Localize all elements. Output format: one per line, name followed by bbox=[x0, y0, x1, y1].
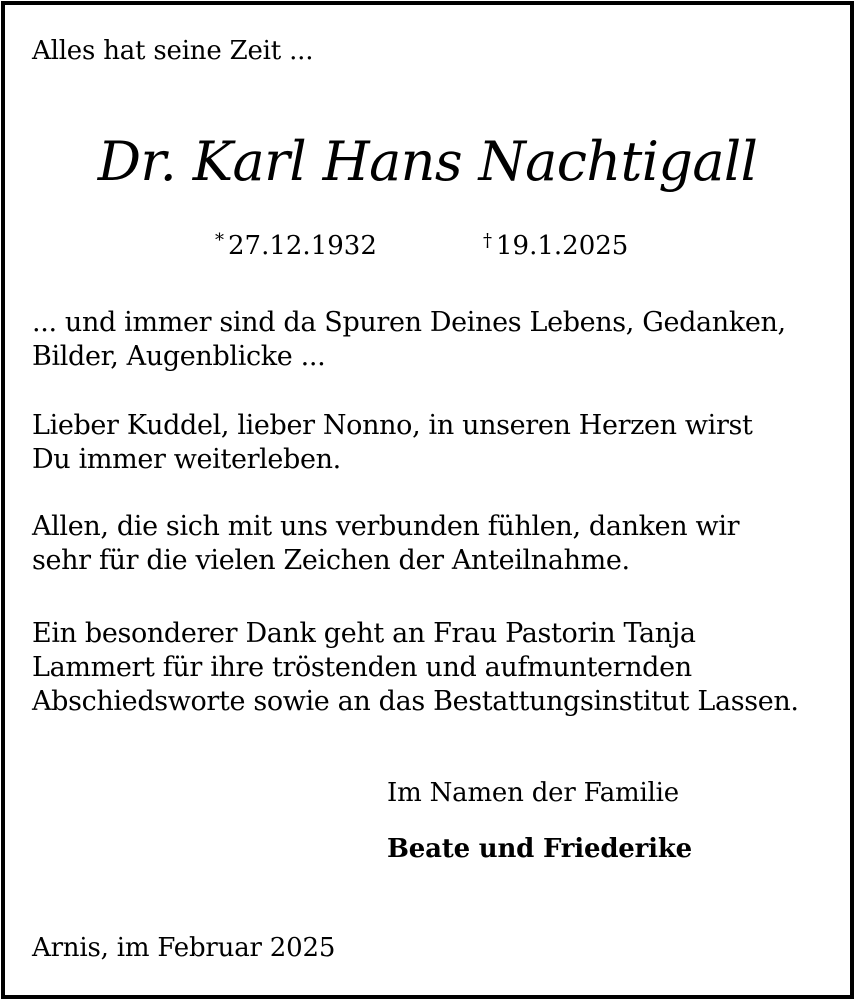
paragraph-line: ... und immer sind da Spuren Deines Lebens, Gedanken, bbox=[32, 307, 786, 338]
paragraph-traces bbox=[32, 306, 786, 374]
death-date-block bbox=[483, 223, 628, 264]
paragraph-line: Du immer weiterleben. bbox=[32, 444, 341, 475]
paragraph-line: Allen, die sich mit uns verbunden fühlen, danken wir bbox=[32, 511, 740, 542]
death-date: 19.1.2025 bbox=[496, 231, 629, 261]
paragraph-line: Lieber Kuddel, lieber Nonno, in unseren Herzen wirst bbox=[32, 410, 753, 441]
signature-names: Beate und Friederike bbox=[387, 834, 692, 864]
signature-label: Im Namen der Familie bbox=[387, 778, 679, 808]
obituary-notice bbox=[1, 1, 854, 999]
place-and-date: Arnis, im Februar 2025 bbox=[32, 933, 336, 963]
paragraph-line: Abschiedsworte sowie an das Bestattungsinstitut Lassen. bbox=[32, 686, 799, 717]
paragraph-line: Ein besonderer Dank geht an Frau Pastorin Tanja bbox=[32, 618, 696, 649]
paragraph-special-thanks bbox=[32, 617, 799, 719]
birth-date: 27.12.1932 bbox=[228, 231, 377, 261]
paragraph-line: sehr für die vielen Zeichen der Anteilnahme. bbox=[32, 545, 630, 576]
motto: Alles hat seine Zeit ... bbox=[32, 36, 314, 66]
paragraph-line: Lammert für ihre tröstenden und aufmunternden bbox=[32, 652, 692, 683]
paragraph-line: Bilder, Augenblicke ... bbox=[32, 341, 326, 372]
death-cross-icon: † bbox=[483, 230, 492, 251]
birth-star-icon: * bbox=[215, 230, 224, 251]
paragraph-farewell bbox=[32, 409, 753, 477]
birth-date-block bbox=[215, 223, 377, 264]
deceased-name: Dr. Karl Hans Nachtigall bbox=[97, 130, 758, 193]
paragraph-thanks-all bbox=[32, 510, 739, 578]
